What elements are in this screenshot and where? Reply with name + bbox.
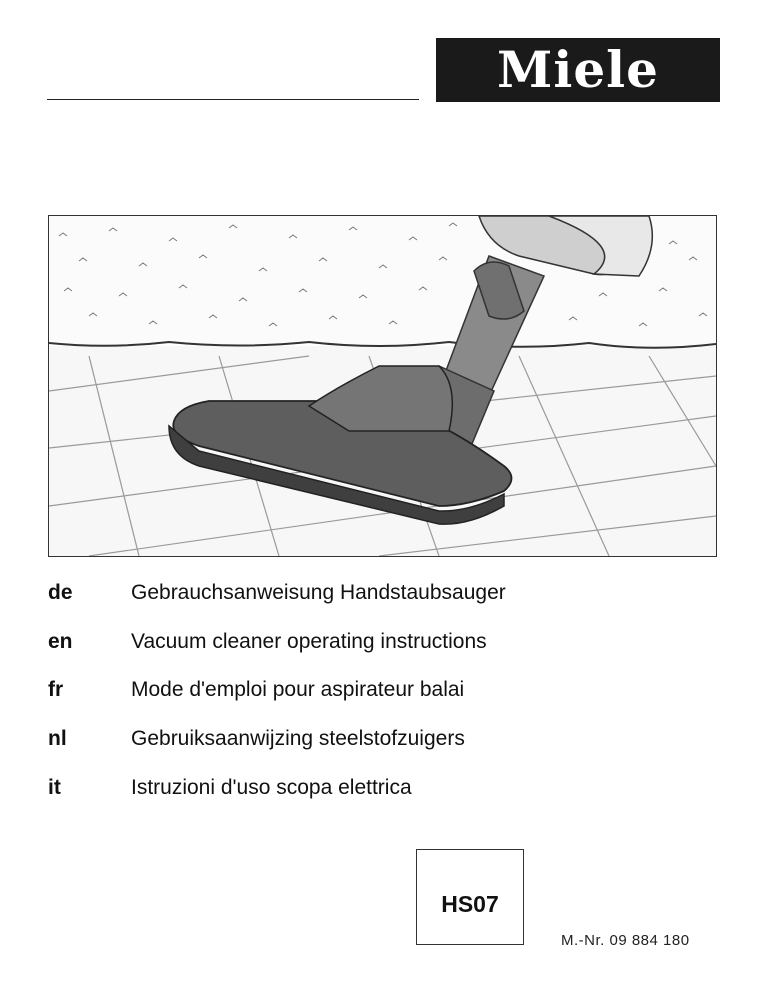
language-code: fr: [48, 678, 64, 701]
language-title: Gebrauchsanweisung Handstaubsauger: [131, 581, 506, 604]
language-code: en: [48, 630, 73, 653]
language-item-de: [48, 578, 648, 608]
language-title: Vacuum cleaner operating instructions: [131, 630, 487, 653]
language-item-nl: [48, 724, 648, 754]
language-title: Gebruiksaanwijzing steelstofzuigers: [131, 727, 465, 750]
language-code: de: [48, 581, 73, 604]
language-title: Istruzioni d'uso scopa elettrica: [131, 776, 412, 799]
language-item-en: [48, 627, 648, 657]
header-rule: [47, 99, 419, 100]
miele-logo: [436, 38, 720, 102]
model-number: HS07: [441, 890, 499, 917]
language-code: it: [48, 776, 61, 799]
product-illustration: [48, 215, 717, 557]
language-code: nl: [48, 727, 67, 750]
vacuum-nozzle-illustration: [49, 216, 716, 556]
language-item-fr: [48, 675, 648, 705]
language-title: Mode d'emploi pour aspirateur balai: [131, 678, 465, 701]
language-item-it: [48, 773, 648, 803]
model-box: [416, 849, 524, 945]
logo-text: Miele: [497, 40, 659, 99]
part-number: M.-Nr. 09 884 180: [561, 932, 690, 949]
